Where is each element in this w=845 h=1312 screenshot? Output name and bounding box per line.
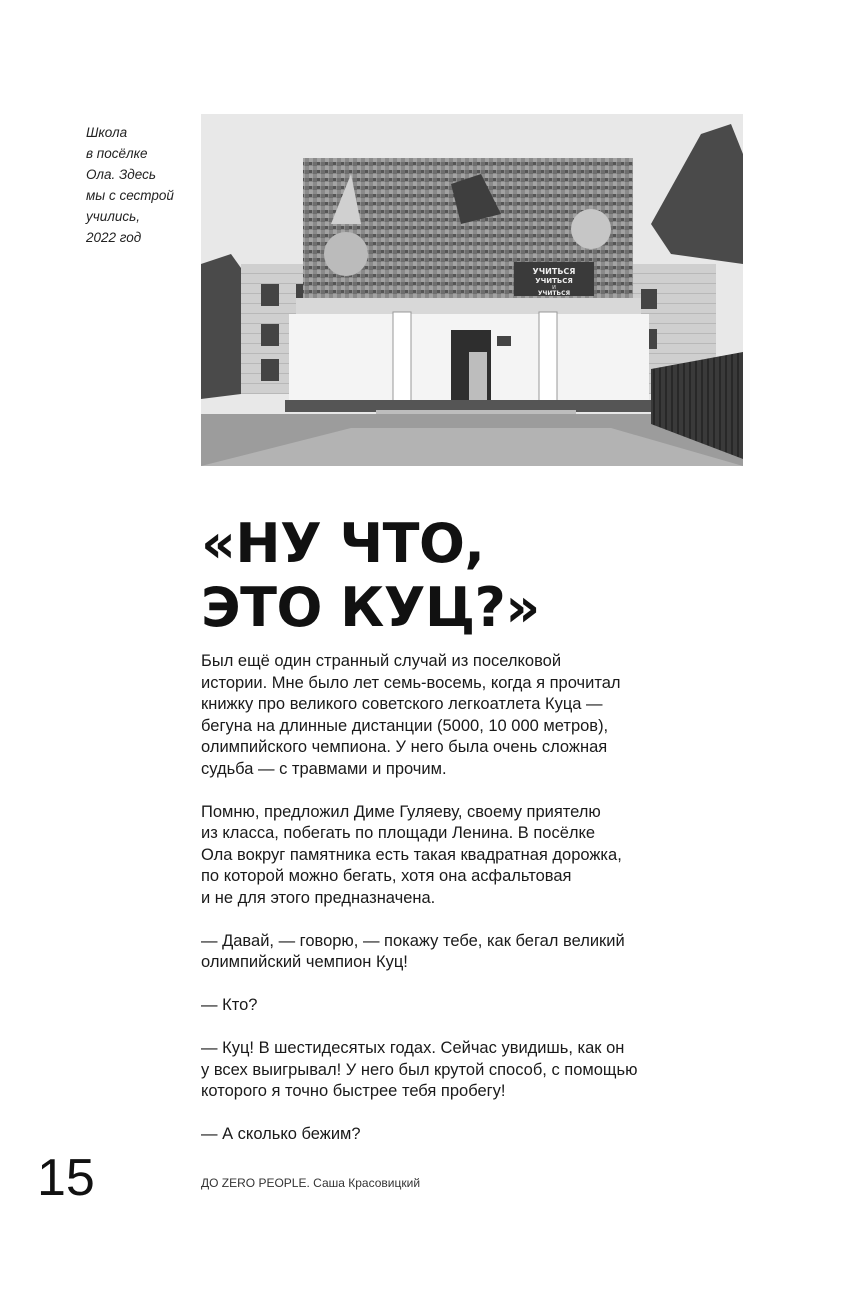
caption-line: Школа: [86, 125, 128, 140]
caption-line: учились,: [86, 209, 140, 224]
caption-line: Ола. Здесь: [86, 167, 156, 182]
text-line: бегуна на длинные дистанции (5000, 10 000 метров),: [201, 716, 609, 735]
photo-caption: [86, 122, 194, 248]
running-footer: ДО ZERO PEOPLE. Саша Красовицкий: [201, 1176, 421, 1190]
school-photo: [201, 114, 743, 466]
caption-line: 2022 год: [86, 230, 142, 245]
mural-text: УЧИТЬСЯ: [537, 290, 571, 297]
text-line: — Давай, — говорю, — покажу тебе, как бегал великий: [201, 931, 625, 950]
paragraph: [201, 1124, 761, 1146]
page-number: 15: [37, 1149, 95, 1207]
mural-text: УЧИТЬСЯ: [535, 277, 573, 285]
text-line: олимпийский чемпион Куц!: [201, 953, 408, 971]
text-line: которого я точно быстрее тебя пробегу!: [201, 1082, 506, 1100]
text-line: — А сколько бежим?: [201, 1125, 361, 1143]
caption-line: в посёлке: [86, 146, 148, 161]
text-line: — Куц! В шестидесятых годах. Сейчас увидишь, как он: [201, 1039, 625, 1057]
text-line: книжку про великого советского легкоатлета Куца —: [201, 695, 603, 713]
caption-line: мы с сестрой: [86, 188, 174, 203]
paragraph: [201, 651, 761, 780]
mural-text: И: [552, 285, 556, 291]
paragraph: [201, 931, 761, 974]
headline-line: ЭТО КУЦ?»: [201, 576, 540, 639]
chapter-headline: [201, 512, 801, 640]
text-line: судьба — с травмами и прочим.: [201, 759, 447, 778]
text-line: Был ещё один странный случай из поселковой: [201, 652, 562, 670]
school-photo-illustration: [201, 114, 743, 466]
text-line: из класса, побегать по площади Ленина. В посёлке: [201, 824, 596, 842]
mural-text: УЧИТЬСЯ: [532, 267, 576, 276]
text-line: Помню, предложил Диме Гуляеву, своему приятелю: [201, 802, 601, 821]
text-line: истории. Мне было лет семь-восемь, когда я прочитал: [201, 673, 621, 692]
text-line: олимпийского чемпиона. У него была очень сложная: [201, 738, 608, 756]
text-line: и не для этого предназначена.: [201, 888, 436, 907]
text-line: у всех выигрывал! У него был крутой способ, с помощью: [201, 1060, 638, 1079]
text-line: — Кто?: [201, 996, 258, 1014]
paragraph: [201, 802, 761, 910]
paragraph: [201, 1038, 761, 1103]
text-line: по которой можно бегать, хотя она асфальтовая: [201, 867, 572, 885]
text-line: Ола вокруг памятника есть такая квадратная дорожка,: [201, 845, 622, 864]
headline-line: «НУ ЧТО,: [201, 512, 485, 575]
paragraph: [201, 995, 761, 1017]
body-text: [201, 651, 761, 1167]
